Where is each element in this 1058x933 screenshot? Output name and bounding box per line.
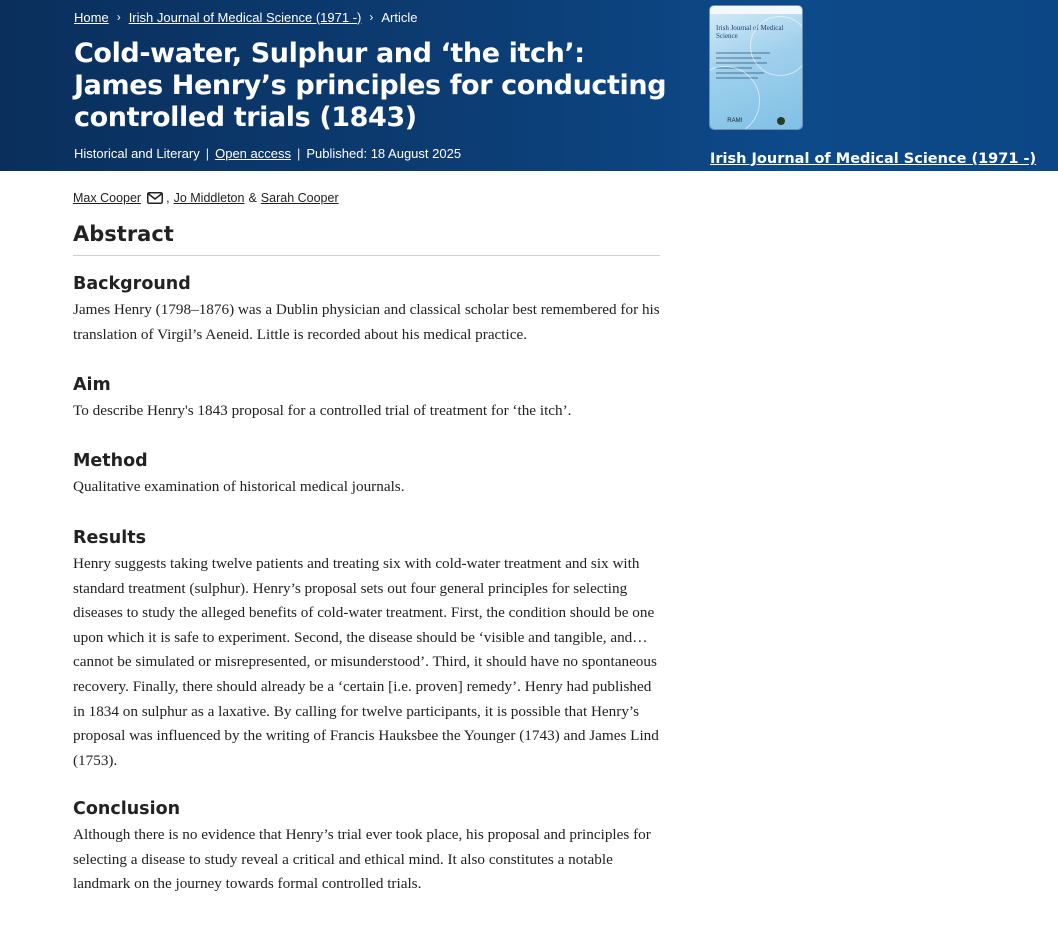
author-separator: &: [248, 191, 257, 205]
breadcrumb: [74, 8, 417, 26]
breadcrumb-home-link[interactable]: Home: [74, 9, 109, 25]
section-heading: Conclusion: [73, 799, 181, 819]
section-heading: Method: [73, 451, 148, 471]
meta-divider: |: [205, 146, 210, 161]
breadcrumb-journal-link[interactable]: Irish Journal of Medical Science (1971 -): [128, 9, 362, 25]
journal-title-link[interactable]: Irish Journal of Medical Science (1971 -): [710, 151, 1037, 167]
section-heading: Background: [73, 274, 191, 294]
abstract-section-aim: [73, 372, 663, 424]
section-text: Although there is no evidence that Henry’s trial ever took place, his proposal and principles for selecting a disease to study reveal a critical and ethical mind. It also constitutes a notable landmark on the journey towards formal controlled trials.: [73, 826, 651, 893]
chevron-right-icon: ›: [116, 10, 121, 24]
section-heading: Aim: [73, 375, 111, 395]
cover-badge-text: RAMI: [727, 118, 743, 124]
envelope-icon[interactable]: [147, 192, 163, 204]
breadcrumb-current: Article: [381, 9, 418, 25]
article-section: Historical and Literary: [74, 146, 200, 161]
article-meta: [74, 146, 461, 161]
abstract-section-background: [73, 271, 663, 347]
author-link[interactable]: Max Cooper: [73, 191, 142, 205]
meta-divider: |: [296, 146, 301, 161]
section-text: Qualitative examination of historical medical journals.: [73, 478, 405, 495]
abstract-section-results: [73, 525, 663, 773]
published-date: Published: 18 August 2025: [306, 146, 462, 161]
section-text: James Henry (1798–1876) was a Dublin physician and classical scholar best remembered for his translation of Virgil’s Aeneid. Little is recorded about his medical practice.: [73, 301, 660, 343]
abstract-section-method: [73, 448, 663, 500]
abstract-divider: [73, 255, 660, 256]
author-link[interactable]: Sarah Cooper: [260, 191, 339, 205]
author-link[interactable]: Jo Middleton: [173, 191, 245, 205]
section-text: To describe Henry's 1843 proposal for a controlled trial of treatment for ‘the itch’.: [73, 402, 572, 419]
journal-cover-image[interactable]: [710, 6, 802, 129]
chevron-right-icon: ›: [369, 10, 374, 24]
abstract-section-conclusion: [73, 796, 663, 897]
author-list: [73, 189, 339, 207]
cover-seal-icon: [777, 117, 785, 125]
section-heading: Results: [73, 528, 146, 548]
cover-decoration: [750, 16, 802, 76]
open-access-link[interactable]: Open access: [215, 146, 291, 161]
cover-footer: [710, 113, 802, 129]
abstract-heading: Abstract: [73, 222, 174, 246]
article-title: Cold-water, Sulphur and ‘the itch’: James Henry’s principles for conducting controlled trials (1843): [74, 38, 667, 133]
author-separator: ,: [166, 191, 170, 205]
cover-title: Irish Journal of Medical Science: [716, 24, 784, 40]
section-text: Henry suggests taking twelve patients and treating six with cold-water treatment and six with standard treatment (sulphur). Henry’s proposal sets out four general principles for selecting diseases to study the alleged benefits of cold-water treatment. First, the condition should be one upon which it is safe to experiment. Second, the disease should be ‘visible and tangible, and… cannot be simulated or misrepresented, or misunderstood’. Third, it should have no spontaneous recovery. Finally, there should already be a ‘certain [i.e. proven] remedy’. Henry had published in 1834 on sulphur as a laxative. By calling for twelve participants, it is possible that Henry’s proposal was influenced by the writing of Francis Hauksbee the Younger (1743) and James Lind (1753).: [73, 555, 659, 769]
cover-top-strip: [710, 6, 802, 14]
